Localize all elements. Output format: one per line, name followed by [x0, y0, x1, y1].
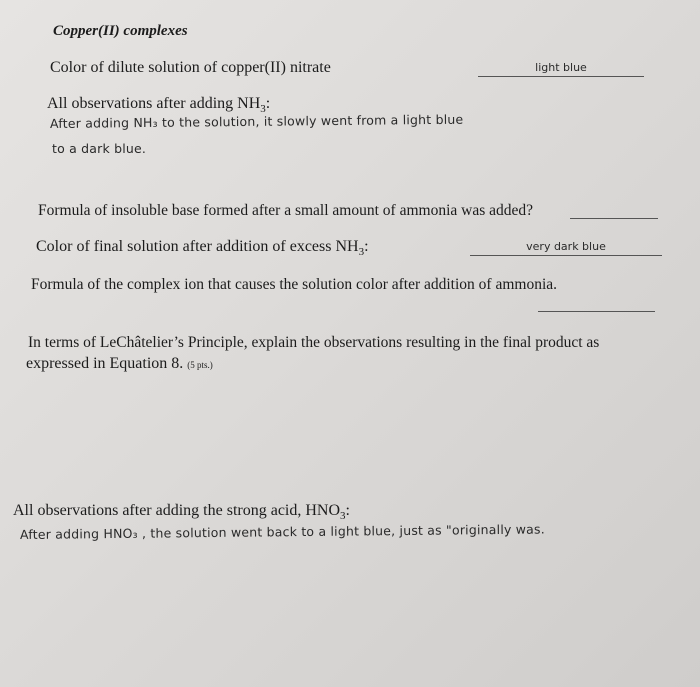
question-lechatelier-line1: In terms of LeChâtelier’s Principle, explain the observations resulting in the final product as	[28, 334, 600, 351]
question-observations-nh3	[47, 95, 270, 115]
subscript: 3	[340, 510, 346, 523]
colon: :	[345, 502, 350, 519]
question-observations-nh3-text: All observations after adding NH	[47, 95, 261, 112]
blank-complex-ion	[538, 310, 655, 312]
answer-observations-nh3-line2: to a dark blue.	[52, 141, 147, 156]
answer-dilute-color: light blue	[478, 62, 644, 77]
answer-observations-hno3: After adding HNO₃ , the solution went back to a light blue, just as "originally was.	[19, 521, 545, 542]
question-insoluble-base: Formula of insoluble base formed after a small amount of ammonia was added?	[38, 202, 533, 219]
colon: :	[364, 238, 369, 255]
question-observations-hno3-text: All observations after adding the strong acid, HNO	[13, 502, 341, 519]
points-label: (5 pts.)	[187, 360, 213, 370]
blank-insoluble-base	[570, 217, 658, 219]
subscript: 3	[358, 246, 365, 259]
colon: :	[265, 95, 271, 112]
answer-final-color: very dark blue	[470, 241, 662, 256]
question-final-color-text: Color of final solution after addition of excess NH	[36, 238, 359, 255]
question-lechatelier-text: expressed in Equation 8.	[26, 355, 184, 372]
question-dilute-color: Color of dilute solution of copper(II) nitrate	[50, 59, 331, 76]
subscript: 3	[260, 103, 266, 116]
question-final-color	[36, 238, 369, 258]
question-complex-ion: Formula of the complex ion that causes the solution color after addition of ammonia.	[31, 276, 558, 293]
answer-observations-nh3-line1: After adding NH₃ to the solution, it slowly went from a light blue	[49, 111, 464, 131]
question-lechatelier-line2	[26, 355, 213, 373]
question-observations-hno3	[13, 502, 350, 522]
section-title: Copper(II) complexes	[53, 23, 188, 39]
